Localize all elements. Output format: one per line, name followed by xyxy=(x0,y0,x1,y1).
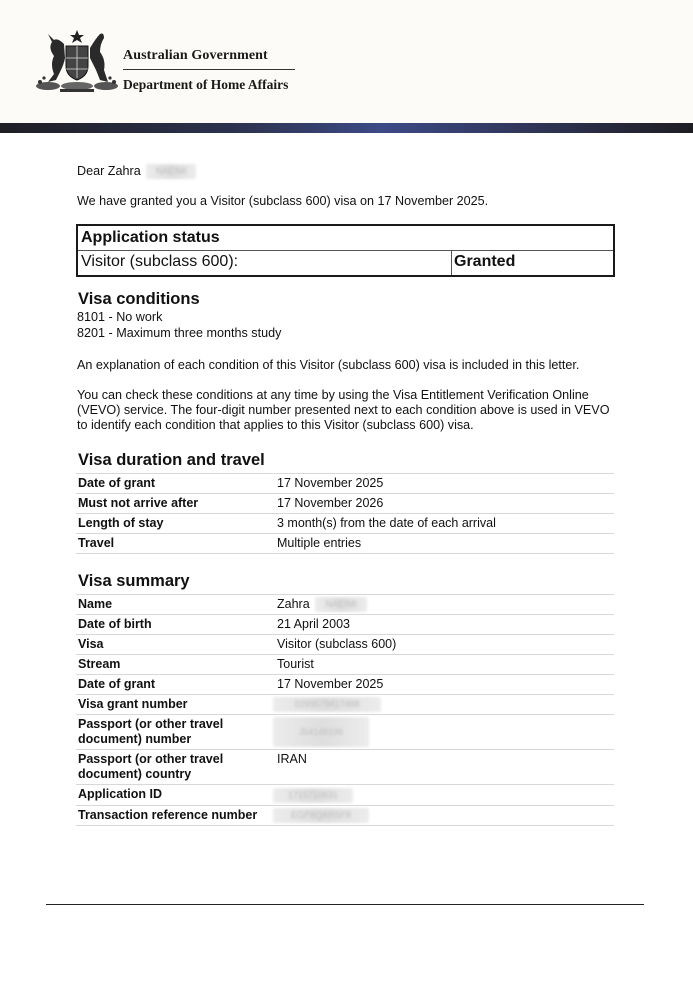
table-row xyxy=(76,805,614,825)
row-value: Visitor (subclass 600) xyxy=(275,635,614,655)
application-status-box xyxy=(76,224,615,277)
redacted-grant-number xyxy=(273,697,381,712)
salutation xyxy=(77,164,196,179)
redacted-application-id-text: 1715710631 xyxy=(287,789,339,800)
application-status-title: Application status xyxy=(81,229,220,246)
row-label: Passport (or other travel document) number xyxy=(76,715,275,750)
redacted-application-id xyxy=(273,788,353,803)
row-value: 17 November 2026 xyxy=(275,494,614,514)
table-row xyxy=(76,595,614,615)
condition-item: 8201 - Maximum three months study xyxy=(77,326,282,340)
redacted-surname xyxy=(146,164,196,179)
row-label: Application ID xyxy=(76,785,275,805)
status-column-divider xyxy=(451,250,452,275)
row-label: Passport (or other travel document) country xyxy=(76,750,275,785)
row-value xyxy=(275,595,614,615)
row-label: Date of grant xyxy=(76,675,275,695)
row-label: Length of stay xyxy=(76,514,275,534)
condition-item: 8101 - No work xyxy=(77,310,163,324)
redacted-grant-number-text: 0299579417488 xyxy=(294,699,360,710)
government-name: Australian Government xyxy=(123,48,268,63)
row-label: Transaction reference number xyxy=(76,805,275,825)
government-branding xyxy=(123,48,295,93)
table-row xyxy=(76,534,614,554)
row-value: IRAN xyxy=(275,750,614,785)
row-value: 3 month(s) from the date of each arrival xyxy=(275,514,614,534)
row-label: Must not arrive after xyxy=(76,494,275,514)
header-bar xyxy=(0,123,693,133)
name-value: Zahra xyxy=(277,597,310,611)
table-row xyxy=(76,785,614,805)
table-row xyxy=(76,750,614,785)
redacted-passport-number-text: J54148196 xyxy=(298,727,344,738)
visa-summary-title: Visa summary xyxy=(78,572,190,590)
row-value: 17 November 2025 xyxy=(275,675,614,695)
redacted-surname-text: NAEIMI xyxy=(325,599,357,610)
conditions-explanation: An explanation of each condition of this Visitor (subclass 600) visa is included in this letter. xyxy=(77,358,580,372)
table-row xyxy=(76,494,614,514)
row-label: Date of birth xyxy=(76,615,275,635)
letterhead xyxy=(0,0,693,123)
table-row xyxy=(76,655,614,675)
table-row xyxy=(76,635,614,655)
redacted-surname-text: NAEIMI xyxy=(155,166,187,177)
row-label: Name xyxy=(76,595,275,615)
status-divider xyxy=(78,250,613,251)
redacted-passport-number xyxy=(273,717,369,747)
status-value: Granted xyxy=(454,253,516,270)
table-row xyxy=(76,715,614,750)
table-row xyxy=(76,474,614,494)
row-value xyxy=(275,785,614,805)
table-row xyxy=(76,695,614,715)
row-value: Multiple entries xyxy=(275,534,614,554)
redacted-transaction-reference-text: EGP8QARSF8 xyxy=(290,809,352,820)
footer-divider xyxy=(46,904,644,905)
row-value xyxy=(275,715,614,750)
row-label: Stream xyxy=(76,655,275,675)
row-value: 21 April 2003 xyxy=(275,615,614,635)
salutation-text: Dear Zahra xyxy=(77,164,141,178)
visa-conditions-title: Visa conditions xyxy=(78,290,200,308)
table-row xyxy=(76,514,614,534)
vevo-paragraph: You can check these conditions at any time by using the Visa Entitlement Verification Online (VEVO) service. The four-digit number presented next to each condition above is used in VEVO to identify each condition that applies to this Visitor (subclass 600) visa. xyxy=(77,388,610,432)
table-row xyxy=(76,675,614,695)
branding-divider xyxy=(123,69,295,70)
grant-intro: We have granted you a Visitor (subclass 600) visa on 17 November 2025. xyxy=(77,194,489,208)
redacted-surname xyxy=(315,597,367,612)
redacted-transaction-reference xyxy=(273,808,369,823)
visa-duration-title: Visa duration and travel xyxy=(78,451,265,469)
coat-of-arms-icon xyxy=(34,28,120,94)
row-value: Tourist xyxy=(275,655,614,675)
visa-duration-table xyxy=(76,473,614,554)
row-value: 17 November 2025 xyxy=(275,474,614,494)
row-value xyxy=(275,695,614,715)
table-row xyxy=(76,615,614,635)
status-visa-type: Visitor (subclass 600): xyxy=(81,253,239,270)
row-value xyxy=(275,805,614,825)
row-label: Date of grant xyxy=(76,474,275,494)
department-name: Department of Home Affairs xyxy=(123,77,289,92)
row-label: Travel xyxy=(76,534,275,554)
row-label: Visa grant number xyxy=(76,695,275,715)
row-label: Visa xyxy=(76,635,275,655)
visa-summary-table xyxy=(76,594,614,826)
